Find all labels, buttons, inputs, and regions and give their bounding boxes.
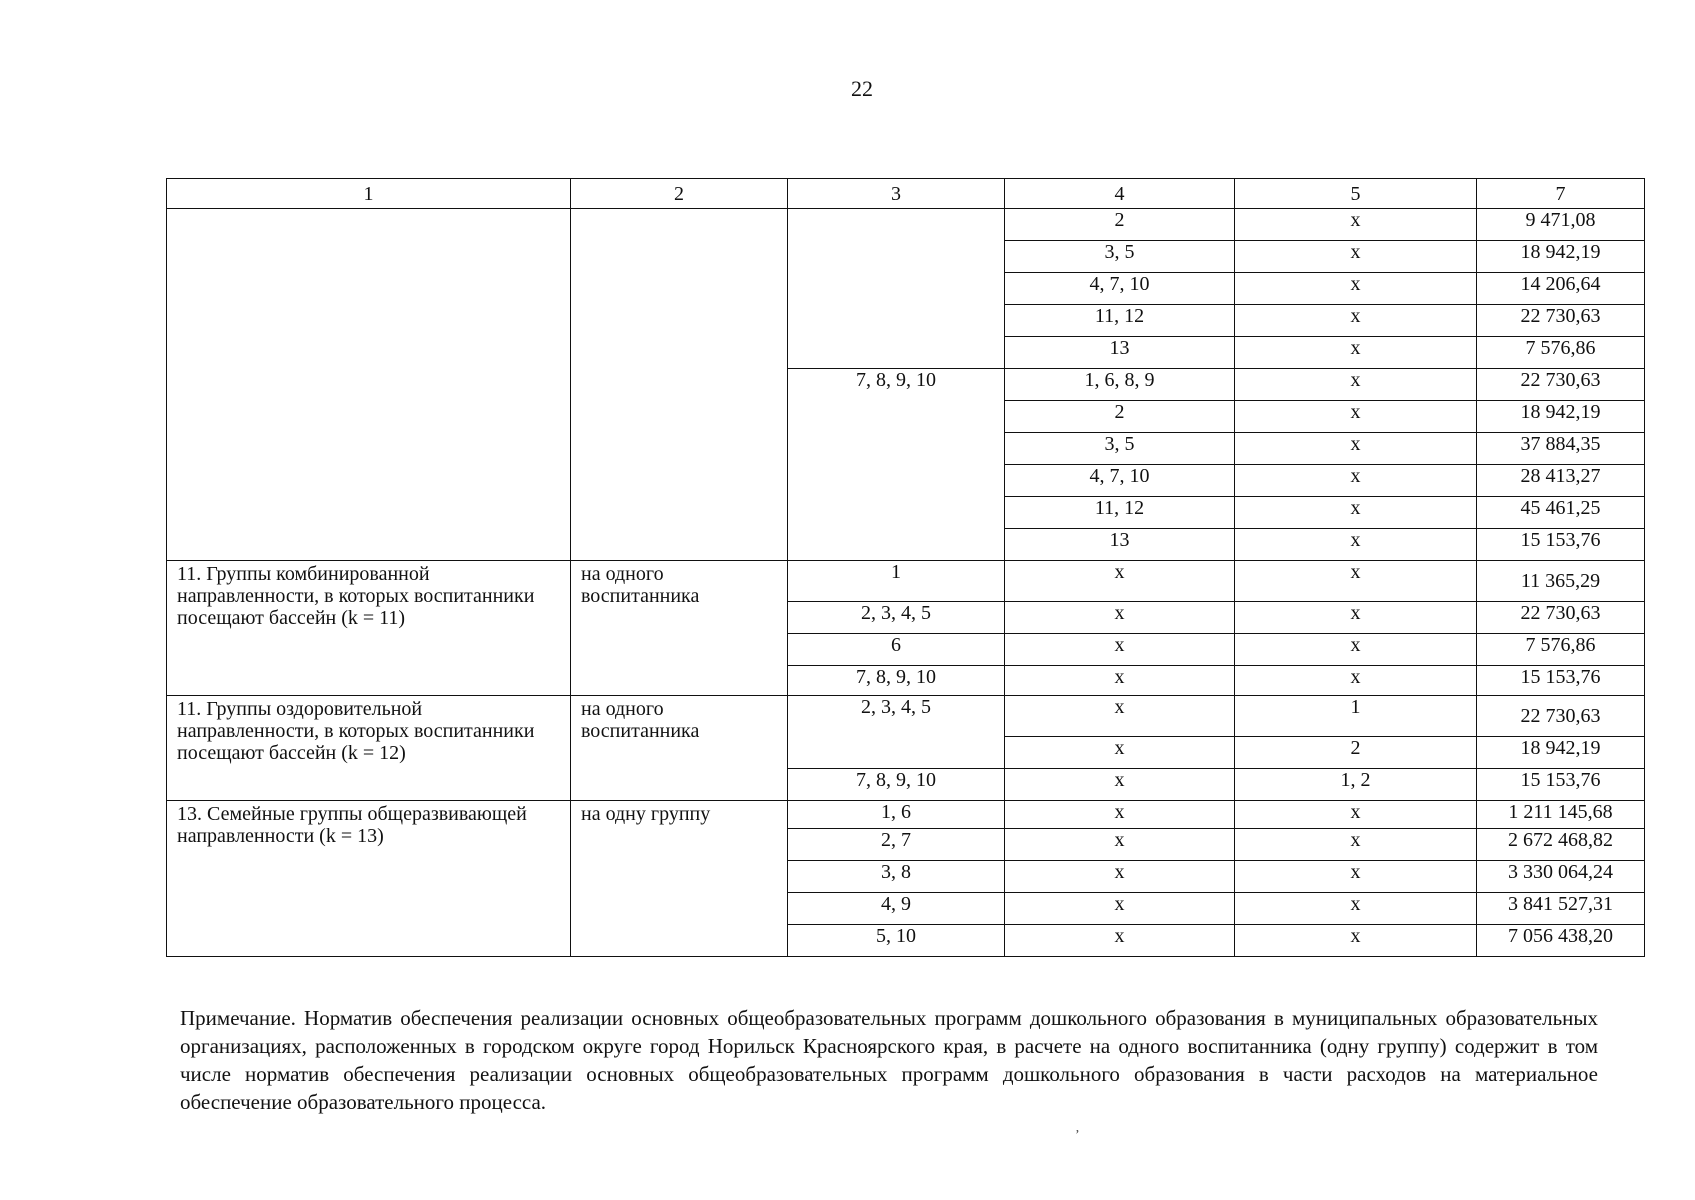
group-number-cell: 1, 6	[788, 801, 1005, 829]
value-cell: 7 576,86	[1477, 337, 1645, 369]
marker-cell: x	[1005, 861, 1235, 893]
subgroup-cell: 1	[1235, 696, 1477, 737]
value-cell: 9 471,08	[1477, 209, 1645, 241]
group-number-cell: 13	[1005, 337, 1235, 369]
table-row	[167, 561, 1645, 602]
value-cell: 14 206,64	[1477, 273, 1645, 305]
value-cell: 22 730,63	[1477, 602, 1645, 634]
value-cell: 1 211 145,68	[1477, 801, 1645, 829]
marker-cell: x	[1235, 561, 1477, 602]
value-cell: 15 153,76	[1477, 666, 1645, 696]
subgroup-cell: 1, 2	[1235, 769, 1477, 801]
table-row	[167, 696, 1645, 737]
table-row	[167, 801, 1645, 829]
group-number-cell: 5, 10	[788, 925, 1005, 957]
value-cell: 7 576,86	[1477, 634, 1645, 666]
unit-cell: на одного воспитанника	[571, 696, 788, 801]
marker-cell: x	[1235, 209, 1477, 241]
group-cell-empty	[167, 209, 571, 561]
value-cell: 18 942,19	[1477, 401, 1645, 433]
group-number-cell: 4, 7, 10	[1005, 465, 1235, 497]
value-cell: 3 330 064,24	[1477, 861, 1645, 893]
marker-cell: x	[1235, 337, 1477, 369]
value-cell: 15 153,76	[1477, 769, 1645, 801]
marker-cell: x	[1235, 241, 1477, 273]
header-cell: 2	[571, 179, 788, 209]
page-number: 22	[851, 76, 873, 101]
group-name-cell: 13. Семейные группы общеразвивающей направленности (k = 13)	[167, 801, 571, 957]
marker-cell: x	[1235, 401, 1477, 433]
value-cell: 2 672 468,82	[1477, 829, 1645, 861]
marker-cell: x	[1235, 465, 1477, 497]
group-number-cell: 2, 7	[788, 829, 1005, 861]
value-cell: 3 841 527,31	[1477, 893, 1645, 925]
value-cell: 18 942,19	[1477, 241, 1645, 273]
marker-cell: x	[1235, 433, 1477, 465]
group-number-cell: 4, 9	[788, 893, 1005, 925]
marker-cell: x	[1235, 666, 1477, 696]
group-number-cell: 11, 12	[1005, 497, 1235, 529]
group-number-cell: 1	[788, 561, 1005, 602]
marker-cell: x	[1235, 529, 1477, 561]
marker-cell: x	[1235, 829, 1477, 861]
header-cell: 4	[1005, 179, 1235, 209]
marker-cell: x	[1005, 769, 1235, 801]
group-number-cell: 3, 5	[1005, 433, 1235, 465]
value-cell: 37 884,35	[1477, 433, 1645, 465]
unit-cell-empty	[571, 209, 788, 561]
group-number-cell: 4, 7, 10	[1005, 273, 1235, 305]
group-number-cell: 3, 5	[1005, 241, 1235, 273]
marker-cell: x	[1005, 666, 1235, 696]
marker-cell: x	[1005, 801, 1235, 829]
group-number-cell: 3, 8	[788, 861, 1005, 893]
marker-cell: x	[1235, 369, 1477, 401]
group-number-cell: 6	[788, 634, 1005, 666]
group-number-cell: 11, 12	[1005, 305, 1235, 337]
marker-cell: x	[1005, 829, 1235, 861]
group-number-cell: 1, 6, 8, 9	[1005, 369, 1235, 401]
marker-cell: x	[1005, 737, 1235, 769]
marker-cell: x	[1005, 893, 1235, 925]
marker-cell: x	[1235, 602, 1477, 634]
value-cell: 7 056 438,20	[1477, 925, 1645, 957]
scan-mark-decoration: ’	[1075, 1128, 1080, 1143]
header-row	[167, 179, 1645, 209]
value-cell: 18 942,19	[1477, 737, 1645, 769]
marker-cell: x	[1235, 634, 1477, 666]
group-number-cell: 7, 8, 9, 10	[788, 769, 1005, 801]
header-cell: 1	[167, 179, 571, 209]
value-cell: 11 365,29	[1477, 561, 1645, 602]
group-number-cell: 7, 8, 9, 10	[788, 369, 1005, 561]
value-cell: 15 153,76	[1477, 529, 1645, 561]
header-cell: 7	[1477, 179, 1645, 209]
marker-cell: x	[1235, 273, 1477, 305]
table-row	[167, 209, 1645, 241]
marker-cell: x	[1235, 925, 1477, 957]
group-number-cell: 2, 3, 4, 5	[788, 696, 1005, 769]
footnote-note: Примечание. Норматив обеспечения реализации основных общеобразовательных программ дошкольного образования в муниципальных образовательных организациях, расположенных в городском округе город Норильск Красноярского края, в расчете на одного воспитанника (одну группу) содержит в том числе норматив обеспечения реализации основных общеобразовательных программ дошкольного образования в части расходов на материальное обеспечение образовательного процесса.	[180, 1006, 1598, 1114]
marker-cell: x	[1235, 497, 1477, 529]
value-cell: 22 730,63	[1477, 696, 1645, 737]
value-cell: 22 730,63	[1477, 305, 1645, 337]
group-number-cell: 7, 8, 9, 10	[788, 666, 1005, 696]
marker-cell: x	[1235, 893, 1477, 925]
normative-table	[166, 178, 1645, 957]
unit-cell: на одного воспитанника	[571, 561, 788, 696]
header-cell: 5	[1235, 179, 1477, 209]
group-number-cell: 13	[1005, 529, 1235, 561]
group-number-cell: 2	[1005, 209, 1235, 241]
group-number-cell: 2, 3, 4, 5	[788, 602, 1005, 634]
group-name-cell: 11. Группы комбинированной направленности, в которых воспитанники посещают бассейн (k = 11)	[167, 561, 571, 696]
marker-cell: x	[1235, 861, 1477, 893]
marker-cell: x	[1235, 801, 1477, 829]
value-cell: 28 413,27	[1477, 465, 1645, 497]
marker-cell: x	[1005, 925, 1235, 957]
marker-cell: x	[1005, 696, 1235, 737]
header-cell: 3	[788, 179, 1005, 209]
unit-cell: на одну группу	[571, 801, 788, 957]
subgroup-cell: 2	[1235, 737, 1477, 769]
value-cell: 22 730,63	[1477, 369, 1645, 401]
marker-cell: x	[1005, 602, 1235, 634]
group-name-cell: 11. Группы оздоровительной направленности, в которых воспитанники посещают бассейн (k = 12)	[167, 696, 571, 801]
marker-cell: x	[1235, 305, 1477, 337]
marker-cell: x	[1005, 561, 1235, 602]
value-cell: 45 461,25	[1477, 497, 1645, 529]
group-number-cell-empty	[788, 209, 1005, 369]
marker-cell: x	[1005, 634, 1235, 666]
group-number-cell: 2	[1005, 401, 1235, 433]
